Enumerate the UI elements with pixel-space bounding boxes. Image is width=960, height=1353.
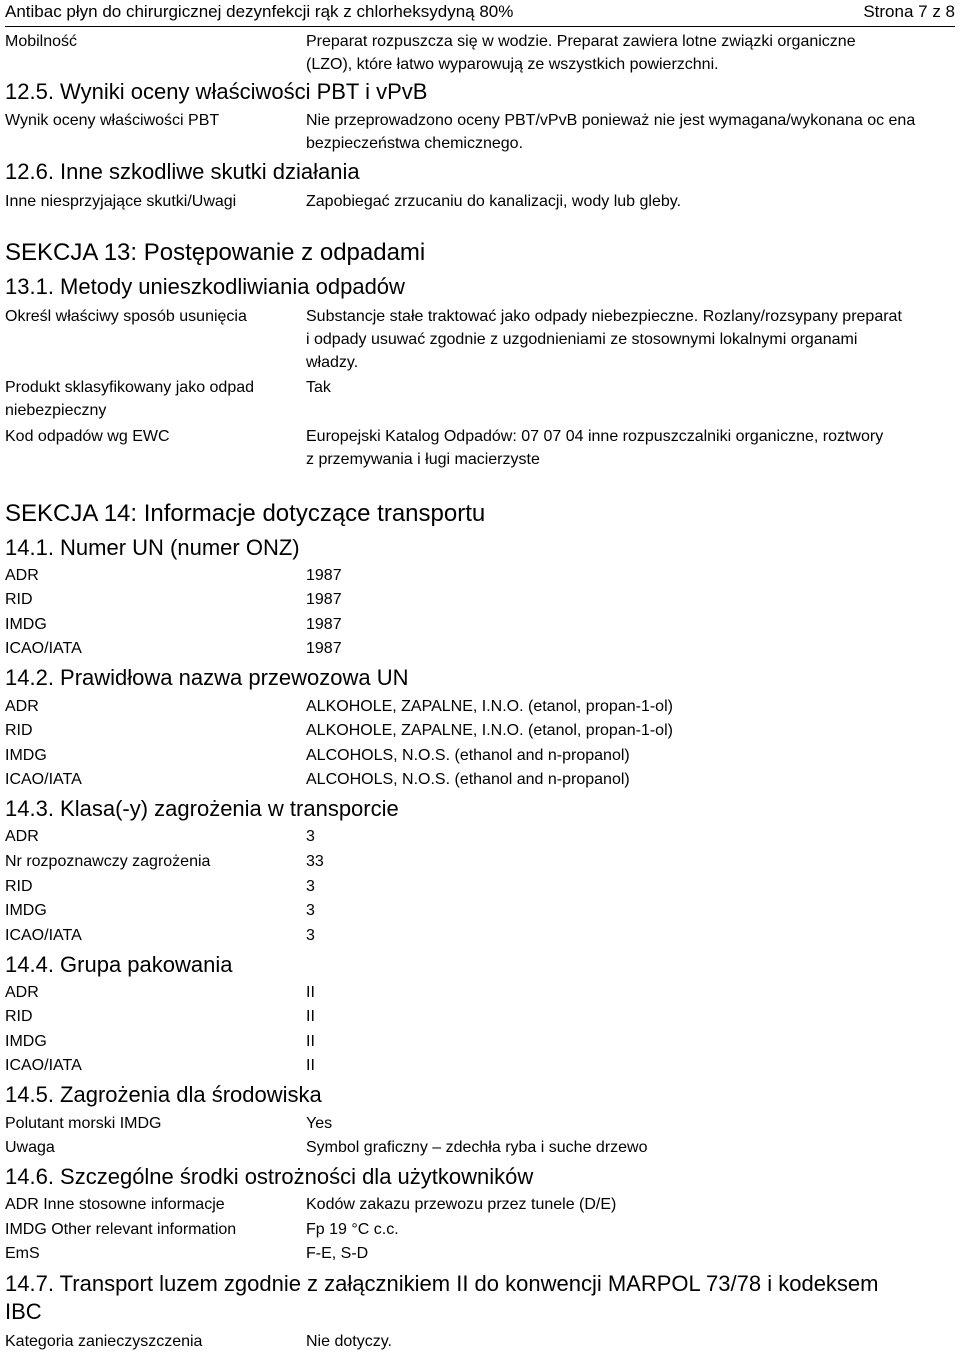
class-imdg-label: IMDG	[5, 902, 47, 919]
un-imdg-label: IMDG	[5, 616, 47, 633]
pg-adr-label: ADR	[5, 984, 39, 1001]
class-imdg-value: 3	[306, 902, 315, 919]
heading-14-7: 14.7. Transport luzem zgodnie z załącznikiem II do konwencji MARPOL 73/78 i kodeksem IBC	[5, 1271, 879, 1324]
ems-value: F-E, S-D	[306, 1245, 369, 1262]
disposal-method-label: Określ właściwy sposób usunięcia	[5, 308, 247, 325]
section-13-title: SEKCJA 13: Postępowanie z odpadami	[5, 239, 426, 266]
pollution-category-value: Nie dotyczy.	[306, 1333, 392, 1350]
name-rid-value: ALKOHOLE, ZAPALNE, I.N.O. (etanol, propan-1-ol)	[306, 722, 673, 739]
un-icao-value: 1987	[306, 640, 342, 657]
name-adr-label: ADR	[5, 698, 39, 715]
name-icao-label: ICAO/IATA	[5, 771, 82, 788]
class-adr-label: ADR	[5, 828, 39, 845]
class-rid-value: 3	[306, 878, 315, 895]
pg-adr-value: II	[306, 984, 315, 1001]
name-imdg-value: ALCOHOLS, N.O.S. (ethanol and n-propanol)	[306, 747, 630, 764]
ewc-code-value: Europejski Katalog Odpadów: 07 07 04 inne rozpuszczalniki organiczne, roztwory z przemywania i ługi macierzyste	[306, 428, 884, 468]
name-imdg-label: IMDG	[5, 747, 47, 764]
pg-imdg-label: IMDG	[5, 1033, 47, 1050]
un-rid-value: 1987	[306, 591, 342, 608]
ewc-code-label: Kod odpadów wg EWC	[5, 428, 170, 445]
un-icao-label: ICAO/IATA	[5, 640, 82, 657]
adr-other-label: ADR Inne stosowne informacje	[5, 1196, 225, 1213]
remark-label: Uwaga	[5, 1139, 55, 1156]
un-imdg-value: 1987	[306, 616, 342, 633]
hazard-id-value: 33	[306, 853, 324, 870]
mobility-value: Preparat rozpuszcza się w wodzie. Preparat zawiera lotne związki organiczne (LZO), które łatwo wyparowują ze wszystkich powierzchni.	[306, 33, 856, 73]
document-title: Antibac płyn do chirurgicznej dezynfekcji rąk z chlorheksydyną 80%	[5, 2, 514, 21]
un-adr-value: 1987	[306, 567, 342, 584]
heading-14-1: 14.1. Numer UN (numer ONZ)	[5, 535, 300, 560]
heading-14-2: 14.2. Prawidłowa nazwa przewozowa UN	[5, 665, 409, 690]
other-effects-label: Inne niesprzyjające skutki/Uwagi	[5, 193, 237, 210]
adr-other-value: Kodów zakazu przewozu przez tunele (D/E)	[306, 1196, 617, 1213]
mobility-label: Mobilność	[5, 33, 78, 50]
hazardous-waste-value: Tak	[306, 379, 331, 396]
marine-pollutant-value: Yes	[306, 1115, 333, 1132]
heading-13-1: 13.1. Metody unieszkodliwiania odpadów	[5, 274, 405, 299]
un-adr-label: ADR	[5, 567, 39, 584]
class-adr-value: 3	[306, 828, 315, 845]
heading-14-5: 14.5. Zagrożenia dla środowiska	[5, 1082, 322, 1107]
un-rid-label: RID	[5, 591, 33, 608]
heading-12-6: 12.6. Inne szkodliwe skutki działania	[5, 159, 360, 184]
class-icao-label: ICAO/IATA	[5, 927, 82, 944]
disposal-method-value: Substancje stałe traktować jako odpady niebezpieczne. Rozlany/rozsypany preparat i odpady usuwać zgodnie z uzgodnieniami ze stosownymi lokalnymi organami władzy.	[306, 308, 902, 371]
hazardous-waste-label: Produkt sklasyfikowany jako odpad niebezpieczny	[5, 379, 255, 419]
name-icao-value: ALCOHOLS, N.O.S. (ethanol and n-propanol)	[306, 771, 630, 788]
name-adr-value: ALKOHOLE, ZAPALNE, I.N.O. (etanol, propan-1-ol)	[306, 698, 673, 715]
heading-14-4: 14.4. Grupa pakowania	[5, 952, 233, 977]
heading-12-5: 12.5. Wyniki oceny właściwości PBT i vPvB	[5, 79, 428, 104]
page-header	[5, 0, 955, 27]
imdg-other-value: Fp 19 °C c.c.	[306, 1221, 399, 1238]
class-icao-value: 3	[306, 927, 315, 944]
pg-icao-label: ICAO/IATA	[5, 1057, 82, 1074]
hazard-id-label: Nr rozpoznawczy zagrożenia	[5, 853, 211, 870]
page-number: Strona 7 z 8	[863, 2, 955, 21]
heading-14-6: 14.6. Szczególne środki ostrożności dla użytkowników	[5, 1164, 534, 1189]
section-14-title: SEKCJA 14: Informacje dotyczące transportu	[5, 500, 486, 527]
pbt-value: Nie przeprowadzono oceny PBT/vPvB ponieważ nie jest wymagana/wykonana oc ena bezpieczeństwa chemicznego.	[306, 112, 916, 152]
heading-14-3: 14.3. Klasa(-y) zagrożenia w transporcie	[5, 796, 399, 821]
pg-rid-label: RID	[5, 1008, 33, 1025]
other-effects-value: Zapobiegać zrzucaniu do kanalizacji, wody lub gleby.	[306, 193, 682, 210]
pg-rid-value: II	[306, 1008, 315, 1025]
class-rid-label: RID	[5, 878, 33, 895]
pg-icao-value: II	[306, 1057, 315, 1074]
ems-label: EmS	[5, 1245, 40, 1262]
pbt-label: Wynik oceny właściwości PBT	[5, 112, 220, 129]
imdg-other-label: IMDG Other relevant information	[5, 1221, 237, 1238]
pollution-category-label: Kategoria zanieczyszczenia	[5, 1333, 203, 1350]
name-rid-label: RID	[5, 722, 33, 739]
remark-value: Symbol graficzny – zdechła ryba i suche drzewo	[306, 1139, 648, 1156]
pg-imdg-value: II	[306, 1033, 315, 1050]
marine-pollutant-label: Polutant morski IMDG	[5, 1115, 162, 1132]
